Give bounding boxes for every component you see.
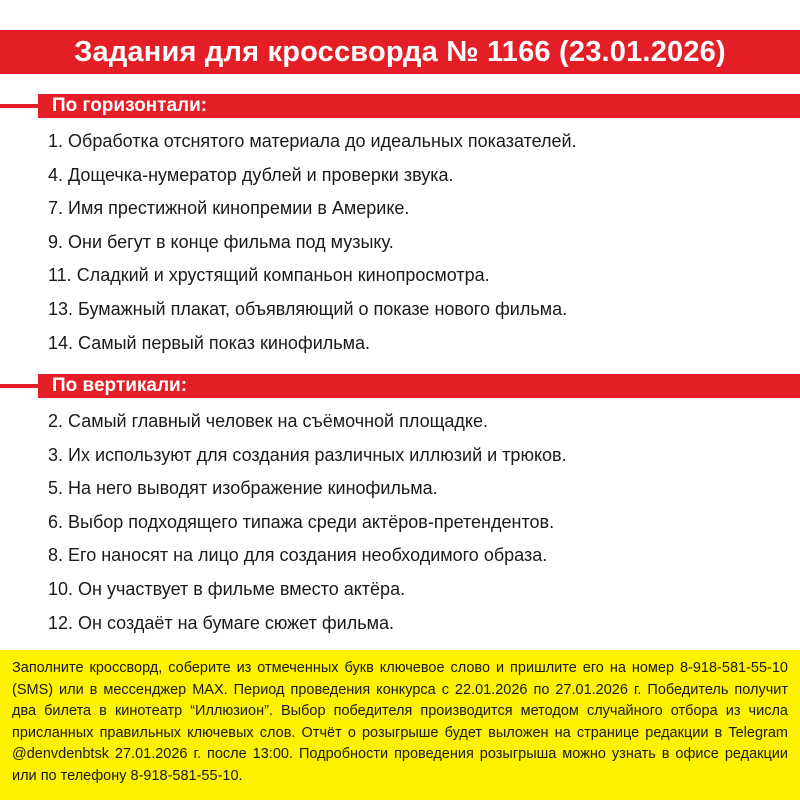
- across-clue-4: 4. Дощечка-нумератор дублей и проверки звука.: [48, 164, 454, 185]
- down-clue-5: 5. На него выводят изображение кинофильма.: [48, 478, 438, 499]
- title-banner: [0, 30, 800, 74]
- across-clue-7: 7. Имя престижной кинопремии в Америке.: [48, 198, 410, 219]
- across-clue-9: 9. Они бегут в конце фильма под музыку.: [48, 231, 394, 252]
- section-tab: [38, 94, 800, 118]
- contest-rules-box: [0, 650, 800, 800]
- down-clue-10: 10. Он участвует в фильме вместо актёра.: [48, 578, 406, 599]
- contest-rules-text: Заполните кроссворд, соберите из отмеченных букв ключевое слово и пришлите его на номер 8-918-581-55-10 (SMS) или в мессенджер MAX. Период проведения конкурса с 22.01.2026 по 27.01.2026 г. Победитель получит два билета в кинотеатр “Иллюзион”. Выбор победителя производится методом случайного отбора из числа присланных правильных ключевых слов. Отчёт о розыгрыше будет выложен на странице редакции в Telegram @denvdenbtsk 27.01.2026 г. после 13:00. Подробности проведения розыгрыша можно узнать в офисе редакции или по телефону 8-918-581-55-10.: [12, 660, 788, 784]
- down-label: По вертикали:: [52, 375, 188, 396]
- across-clue-1: 1. Обработка отснятого материала до идеальных показателей.: [48, 131, 577, 151]
- down-clue-12: 12. Он создаёт на бумаге сюжет фильма.: [48, 612, 394, 633]
- across-clue-13: 13. Бумажный плакат, объявляющий о показе нового фильма.: [48, 298, 568, 319]
- down-clue-3: 3. Их используют для создания различных иллюзий и трюков.: [48, 444, 567, 465]
- down-clue-6: 6. Выбор подходящего типажа среди актёров-претендентов.: [48, 511, 555, 532]
- page-title: Задания для кроссворда № 1166 (23.01.2026): [74, 35, 726, 68]
- across-section-header: [0, 94, 800, 118]
- across-clue-list: [48, 125, 788, 360]
- down-section-header: [0, 374, 800, 398]
- across-label: По горизонтали:: [52, 95, 208, 116]
- section-tab: [38, 374, 800, 398]
- across-clue-14: 14. Самый первый показ кинофильма.: [48, 332, 371, 353]
- down-clue-list: [48, 405, 788, 640]
- across-clue-11: 11. Сладкий и хрустящий компаньон кинопросмотра.: [48, 265, 490, 286]
- down-clue-8: 8. Его наносят на лицо для создания необходимого образа.: [48, 545, 548, 566]
- down-clue-2: 2. Самый главный человек на съёмочной площадке.: [48, 411, 488, 431]
